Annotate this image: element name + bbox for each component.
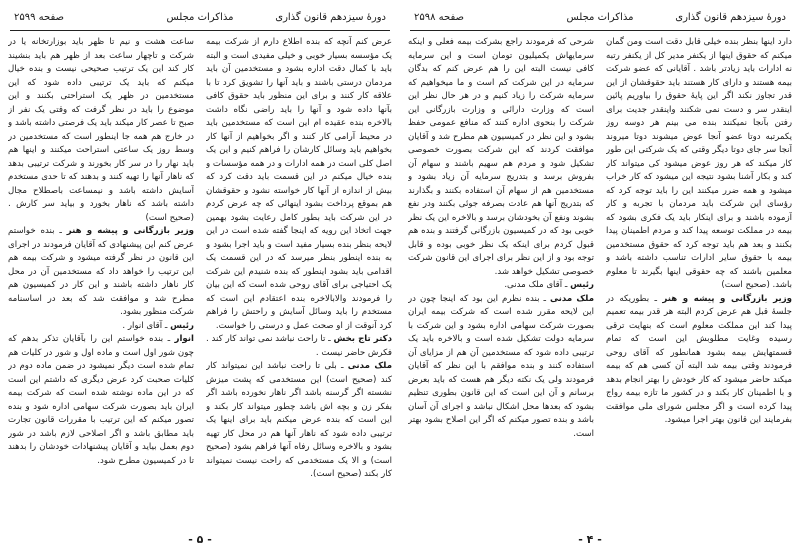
text-column-left <box>408 36 594 528</box>
speech-text: بطوریکه در جلسهٔ قبل هم عرض کردم البته هر قدر بیمه تعمیم پیدا کند این مملکت معلوم است که بنهایت ترقی رسیده وغایت مطلوبش این است که تمام قسمتهایش بیمه بشود همانطور که آقای روحی فرمودند وقتی بیمه شد البته آن کسی هم که بیمه میکند حاضر میشود که کار خودش را بهتر انجام بدهد و با اطمینان کار بکند و در کشور ما تازه بیمه رواج پیدا کرده است و اگر مجلس شورای ملی موافقت بفرمایند این قانون بهتر اجرا میشود. <box>606 293 792 425</box>
page-number: صفحه ۲۵۹۸ <box>414 12 465 23</box>
speaker-dash: ـ <box>336 361 348 371</box>
publication-title: مذاکرات مجلس <box>566 12 634 23</box>
page-number: صفحه ۲۵۹۹ <box>14 12 65 23</box>
speech-paragraph <box>8 320 194 334</box>
text-column-left <box>8 36 194 528</box>
speech-paragraph <box>606 293 792 428</box>
speech-text: ساعت هشت و نیم تا ظهر باید بوزارتخانه یا در شرکت و تاچهار ساعت بعد از ظهر هم باید بنشیند کار کند این یک ترتیب صحیحی نیست و بنده خیال میکنم که باید یک ترتیبی داده شود که این مستخدمین در ظهر یک استراحتی بکنند و این موضوع را باید در نظر گرفت که وقتی یک نفر از صبح تا عصر کار میکند باید یک فرصتی داشته باشد و در خارج هم همه جا اینطور است که مستخدمین در وسط روز یک ساعتی استراحت میکنند و اینها هم باید نهار را در سر کار بخورند و شرکت ترتیبی بدهد که ناهار آنها را تهیه کنند و بدهند که تا حدی مستخدم آسایش داشته باشد و نیمساعت باصطلاح مجال داشته باشد که ناهار بخورد و بیاید سر کارش . (صحیح است) <box>8 37 194 223</box>
header-rule <box>10 30 390 31</box>
speaker-name: رئیس <box>570 280 594 290</box>
speech-paragraph <box>408 36 594 279</box>
speech-text: بلی تا راحت نباشد این نمیتواند کار کند (صحیح است) این مستخدمی که پشت میزش نشسته اگر گرسنه باشد اگر ناهار نخورده باشد اگر بفکر زن و بچه اش باشد چطور میتواند کار بکند و این است که بنده عرض میکنم باید برای اینها یک ترتیبی داده شود که ناهار آنها هم در محل کار تهیه بشود و بالاخره وسائل رفاه آنها فراهم بشود (صحیح است) و الا یک مستخدمی که راحت نیست نمیتواند کار بکند (صحیح است). <box>206 361 392 479</box>
page-footer-number: - ۵ - <box>188 533 212 546</box>
speaker-dash: ـ <box>325 334 334 344</box>
page-header <box>410 6 790 28</box>
publication-title: مذاکرات مجلس <box>166 12 234 23</box>
speaker-name: وزیر بازرگانی و پیشه و هنر <box>66 226 194 236</box>
speaker-name: ملک مدنی <box>347 361 392 371</box>
speech-paragraph <box>408 279 594 293</box>
text-column-right <box>606 36 792 528</box>
speech-text: دارد اینها بنظر بنده خیلی قابل دقت است ومن گمان میکنم که حقوق اینها از یکنفر مدیر کل از یکنفر رتبه نه ادارات باید زیادتر باشد . آقایانی که عضو شرکت بیمه هستند و دارای کار هستند باید حقوقشان از این قدر تجاوز نکند اگر این پایهٔ حقوق را بیاوریم پائین اینقدر سر و دست نمی شکنند واینقدر جدیت برای رفتن بآنجا نمیکنند بنده می بینم هر دوسه روز یکمرتبه دوتا عضو آنجا عوض میشوند دوتا میروند آنجا سر جای دوتا دیگر وقتی که یک شرکتی این طور کار میکند که هر روز عوض میشود کی میتواند کار کند و بکار آشنا بشود نتیجه این میشود که کار خراب میشود و همه ضرر میکنند این را باید توجه کرد که رؤسای این شرکت باید مردمان با تجربه و کار آزموده باشند و برای اینکار باید یک فکری بشود که بیمه در مملکت توسعه پیدا کند و مردم اطمینان پیدا بکنند و بعد هم باید توجه کرد که حقوق مستخدمین بیمه با حقوق سایر ادارات تناسب داشته باشد و معلمین باشند که چه حقوقی اینها بگیرند تا معلوم باشد. (صحیح است) <box>606 37 792 290</box>
speech-text: بنده خواستم عرض کنم این پیشنهادی که آقایان فرمودند در اجرای این قانون در نظر گرفته میشود و شرکت بیمه هم این ترتیب را خواهد داد که مستخدمین آن در محل کار ناهار داشته باشند و این کار در کمیسیون هم مطرح شد و موافقت شد که بعد در اساسنامه شرکت منظور بشود. <box>8 226 194 317</box>
speaker-name: دکتر تاج بخش <box>333 334 392 344</box>
speaker-name: رئیس <box>170 320 194 331</box>
header-rule <box>410 30 790 31</box>
speech-paragraph <box>206 333 392 360</box>
page-2599 <box>4 0 396 554</box>
speaker-name: ملک مدنی <box>549 293 594 304</box>
speech-text: عرض کنم آنچه که بنده اطلاع دارم از شرکت بیمه یک مؤسسه بسیار خوبی و خیلی مفیدی است و البته باید با کمال دقت اداره بشود و مستخدمین آن باید مردمان درستی باشند و باید آنها را تشویق کرد تا با علاقه کار کنند و برای این منظور باید حقوق کافی بآنها داده شود و آنها را باید راضی نگاه داشت بالاخره بنده عقیده ام این است که مستخدمین باید در محیط آرامی کار کنند و اگر بخواهیم از آنها کار بخواهیم باید وسائل کارشان را فراهم کنیم و این یک اصل کلی است در همه ادارات و در همه مؤسسات و بنده خیال میکنم در این قسمت باید دقت کرد که بیش از اندازه از آنها کار خواسته نشود و حقوقشان هم بموقع پرداخت بشود اینهائی که چه عرض کردم در این شرکت باید بطور کامل رعایت بشود بهمین جهت اتخاذ این رویه که اینجا گفته شده است در این لایحه بنظر بنده بسیار مفید است و باید اجرا بشود و به بنده اینطور بنظر میرسد که در این قسمت یک اقدامی باید بشود اینطور که بنده شنیدم این شرکت یک احتیاجی برای آقای روحی شده است که این بیان را فرمودند والابالاخره بنده اعتقادم این است که مستخدم را باید وسائل آسایش و راحتش را فراهم کرد آنوقت از او صحت عمل و درستی را خواست. <box>206 37 392 331</box>
speaker-dash: ـ <box>562 280 571 290</box>
page-header <box>10 6 390 28</box>
legislative-period: دورهٔ سیزدهم قانون گذاری <box>275 12 386 23</box>
speech-paragraph <box>606 36 792 293</box>
speech-paragraph <box>8 333 194 468</box>
speaker-dash: ـ <box>649 293 663 304</box>
legislative-period: دورهٔ سیزدهم قانون گذاری <box>675 12 786 23</box>
speech-text: بنده نظرم این بود که اینجا چون در این لایحه مقرر شده است که شرکت بیمه ایران بصورت شرکت سهامی اداره بشود و این شرکت با سرمایه دولت تشکیل شده است و بالاخره باید یک ترتیبی داده شود که مستخدمین آن هم از مزایای آن استفاده کنند و بنده موافقم با این نظر که آقایان فرمودند ولی یک نکته دیگر هم هست که باید بعرض برسانم و آن این است که این قانون بطوری تنظیم بشود که بعدها محل اشکال نباشد و اجرای آن آسان باشد و بنده تصور میکنم که اگر این اصلاح بشود بهتر است. <box>408 293 594 439</box>
speaker-dash: ـ <box>162 320 171 331</box>
speech-paragraph <box>8 36 194 225</box>
page-footer-number: - ۴ - <box>578 533 602 546</box>
speech-text: تا راحت نباشد نمی تواند کار کند . فکرش حاضر نیست . <box>206 334 392 358</box>
speech-paragraph <box>8 225 194 320</box>
speaker-dash: ـ <box>539 293 550 304</box>
speaker-name: انوار <box>174 334 194 344</box>
speech-text: آقای انوار . <box>122 320 163 331</box>
speech-paragraph <box>206 360 392 482</box>
speaker-name: وزیر بازرگانی و پیشه و هنر <box>662 293 792 304</box>
speech-paragraph <box>408 293 594 442</box>
page-2598 <box>404 0 796 554</box>
speaker-dash: ـ <box>163 334 175 344</box>
speaker-dash: ـ <box>54 226 67 236</box>
speech-paragraph <box>206 36 392 333</box>
speech-text: بنده خواستم این را بآقایان تذکر بدهم که چون شور اول است و ماده اول و شور در کلیات هم تمام شده است دیگر نمیشود در ضمن ماده دوم در کلیات صحبت کرد عرض دیگری که داشتم این است که در این ماده نوشته شده است که شرکت بیمه ایران باید بصورت شرکت سهامی اداره شود و بنده تصور میکنم که این ترتیب با مقررات قانون تجارت باید مطابق باشد و اگر اصلاحی لازم باشد در شور دوم بعمل بیاید و آقایان پیشنهادات خودشان را بدهند تا در کمیسیون مطرح شود. <box>8 334 194 466</box>
speech-text: شرحی که فرمودند راجع بشرکت بیمه فعلی و اینکه سرمایهاش یکمیلیون تومان است و این سرمایه کافی نیست البته این را هم عرض کنم که بدگان سرمایه در این شرکت کم است و ما میخواهیم که سرمایه شرکت را زیاد کنیم و در هر حال نظر این است که وزارت دارائی و وزارت بازرگانی این شرکت را بنحوی اداره کنند که منافع عمومی حفظ بشود و این نظر در کمیسیون هم مطرح شد و آقایان موافقت کردند که این شرکت بصورت خصوصی تشکیل شود و مردم هم سهیم باشند و سهام آن بفروش برسد و بتدریج سرمایه آن زیاد بشود و مستخدمین هم از سهام آن استفاده بکنند و بگذارند که بتدریج آنها هم عادت بصرفه جوئی بکنند ودر نفع بشوند ونفع آن بخودشان برسد و بالاخره این یک نظر خوبی بود که در کمیسیون بازرگانی گرفتند و بنده هم قبول کردم برای اینکه یک نظر خوبی بوده و قابل توجه بود و از این نظر برای اجرای این قانون شرکت خصوصی تشکیل خواهد شد. <box>408 37 594 277</box>
speech-text: آقای ملک مدنی. <box>504 280 563 290</box>
text-column-right <box>206 36 392 528</box>
